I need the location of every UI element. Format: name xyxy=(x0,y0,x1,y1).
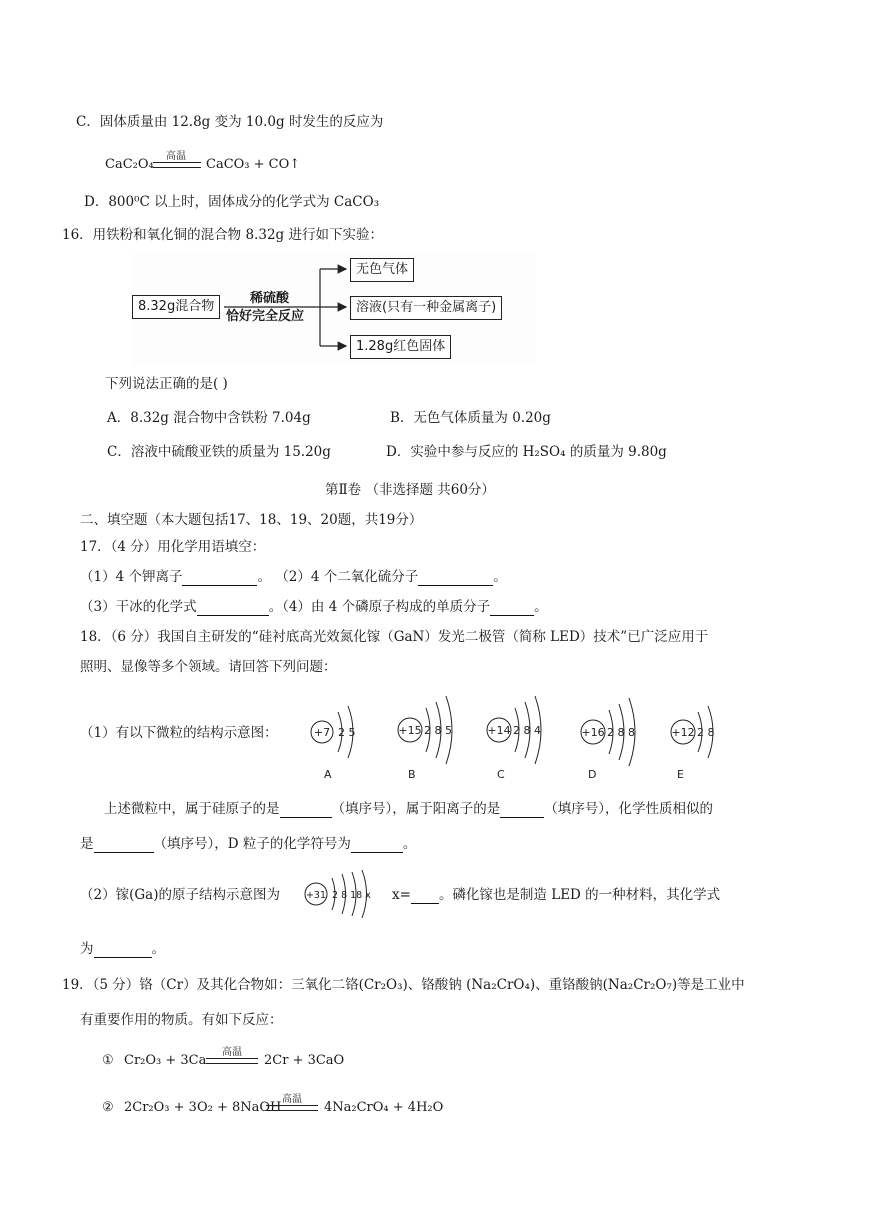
particle-b-label: B xyxy=(408,768,416,781)
q18-p3-text-a: 为 xyxy=(80,941,94,957)
q18-stem-line1: 18．（6 分）我国自主研发的“硅衬底高光效氮化镓（GaN）发光二极管（简称 LED）技术”已广泛应用于 xyxy=(80,629,709,645)
particle-a-label: A xyxy=(324,768,332,781)
ga-nucleus: +31 xyxy=(305,890,327,901)
q18-fill1-text-a: 上述微粒中，属于硅原子的是 xyxy=(104,801,280,817)
q15-eq-rhs: CaCO₃ + CO↑ xyxy=(206,157,301,172)
q16-option-d: D．实验中参与反应的 H₂SO₄ 的质量为 9.80g xyxy=(386,444,667,460)
particle-a-shells: 2 5 xyxy=(338,726,356,739)
q19-eq2-number: ② xyxy=(102,1100,114,1115)
section-two-heading: 二、填空题（本大题包括17、18、19、20题，共19分） xyxy=(80,512,423,528)
q16-option-b: B．无色气体质量为 0.20g xyxy=(390,410,551,426)
q19-eq2-arrow xyxy=(266,1105,318,1111)
flow-start-box: 8.32g混合物 xyxy=(132,295,220,319)
particle-c-shells: 2 8 4 xyxy=(513,724,541,737)
q18-fill2-text-a: 是 xyxy=(80,836,94,852)
q17-stem: 17．（4 分）用化学用语填空： xyxy=(80,539,266,555)
q19-stem-line2: 有重要作用的物质。有如下反应： xyxy=(80,1012,283,1028)
particle-e-shells: 2 8 xyxy=(697,726,715,739)
q17-item3: （3）干冰的化学式 xyxy=(80,599,197,615)
q15-eq-condition: 高温 xyxy=(166,151,186,162)
particle-e-nucleus: +12 xyxy=(671,726,695,739)
q18-fill2-text-c: 。 xyxy=(402,836,417,852)
q17-blank1[interactable] xyxy=(182,571,257,586)
particle-d-label: D xyxy=(588,768,597,781)
flow-arrows xyxy=(220,255,360,365)
flow-output-solid: 1.28g红色固体 xyxy=(350,335,451,359)
ga-shells: 2 8 18 x xyxy=(332,890,371,901)
q18-blank-x[interactable] xyxy=(411,889,439,904)
particle-b-diagram xyxy=(398,696,452,781)
q18-part1-prompt: （1）有以下微粒的结构示意图： xyxy=(80,725,278,741)
particle-c-nucleus: +14 xyxy=(487,724,511,737)
q15-option-c: C．固体质量由 12.8g 变为 10.0g 时发生的反应为 xyxy=(76,114,384,130)
q18-blank-gap-formula[interactable] xyxy=(94,943,152,958)
q18-p3-text-b: 。 xyxy=(151,941,165,957)
q17-period2: 。 xyxy=(534,599,548,615)
flow-output-gas: 无色气体 xyxy=(350,258,414,282)
q17-item1: （1）4 个钾离子 xyxy=(80,569,183,585)
part-two-title: 第Ⅱ卷 （非选择题 共60分） xyxy=(325,482,495,498)
q18-fill-line2 xyxy=(80,835,416,853)
q19-eq2-condition: 高温 xyxy=(282,1094,302,1105)
particle-c-diagram xyxy=(487,696,541,781)
q15-eq-lhs: CaC₂O₄ xyxy=(105,157,154,172)
q19-eq1-rhs: 2Cr + 3CaO xyxy=(264,1053,345,1068)
q17-line2 xyxy=(80,598,548,616)
particle-d-diagram xyxy=(581,698,635,781)
q18-x-label: x= xyxy=(392,887,411,903)
particle-d-shells: 2 8 8 xyxy=(607,726,635,739)
particle-a-diagram xyxy=(311,706,356,781)
particle-b-nucleus: +15 xyxy=(398,724,422,737)
q16-question: 下列说法正确的是( ) xyxy=(105,376,228,392)
q19-eq2-rhs: 4Na₂CrO₄ + 4H₂O xyxy=(324,1100,444,1115)
q18-blank-similar[interactable] xyxy=(94,838,154,853)
flow-reagent: 稀硫酸 xyxy=(250,291,290,306)
q18-fill-line1 xyxy=(104,800,713,818)
q17-period1: 。 xyxy=(493,569,507,585)
particle-a-nucleus: +7 xyxy=(313,726,331,739)
q19-eq1-number: ① xyxy=(102,1053,114,1068)
q19-eq2-lhs: 2Cr₂O₃ + 3O₂ + 8NaOH xyxy=(124,1100,282,1115)
q19-eq1-condition: 高温 xyxy=(222,1047,242,1058)
q18-part2-text: 。磷化镓也是制造 LED 的一种材料，其化学式 xyxy=(438,887,721,903)
q17-blank2[interactable] xyxy=(418,571,493,586)
q18-blank-d-symbol[interactable] xyxy=(351,838,403,853)
q18-stem-line2: 照明、显像等多个领域。请回答下列问题： xyxy=(80,659,337,675)
q18-part2-line2 xyxy=(80,940,165,958)
q15-eq-arrow xyxy=(153,162,201,168)
q15-option-d: D．800⁰C 以上时，固体成分的化学式为 CaCO₃ xyxy=(84,194,380,210)
q18-part2-prompt: （2）镓(Ga)的原子结构示意图为 xyxy=(80,887,280,903)
q18-blank-cation[interactable] xyxy=(500,803,544,818)
q18-fill1-text-b: （填序号），属于阳离子的是 xyxy=(331,801,501,817)
q17-item4: 。（4）由 4 个磷原子构成的单质分子 xyxy=(268,599,491,615)
q18-blank-silicon[interactable] xyxy=(280,803,332,818)
particle-d-nucleus: +16 xyxy=(581,726,605,739)
q18-fill1-text-c: （填序号），化学性质相似的 xyxy=(544,801,713,817)
particle-b-shells: 2 8 5 xyxy=(424,724,452,737)
flow-output-solution: 溶液(只有一种金属离子) xyxy=(350,296,502,320)
q19-eq1-lhs: Cr₂O₃ + 3Ca xyxy=(124,1053,207,1068)
q16-option-a: A．8.32g 混合物中含铁粉 7.04g xyxy=(107,410,311,426)
particle-e-label: E xyxy=(677,768,684,781)
q18-part2-rest xyxy=(392,886,720,904)
q17-blank3[interactable] xyxy=(197,601,269,616)
q18-fill2-text-b: （填序号），D 粒子的化学符号为 xyxy=(153,836,351,852)
q17-blank4[interactable] xyxy=(490,601,534,616)
q19-eq1-arrow xyxy=(206,1058,258,1064)
q16-option-c: C．溶液中硫酸亚铁的质量为 15.20g xyxy=(107,444,331,460)
flow-condition: 恰好完全反应 xyxy=(226,309,305,324)
particle-e-diagram xyxy=(671,706,715,781)
q16-stem: 16．用铁粉和氧化铜的混合物 8.32g 进行如下实验： xyxy=(62,227,383,243)
particle-c-label: C xyxy=(497,768,505,781)
q19-stem-line1: 19．（5 分）铬（Cr）及其化合物如：三氧化二铬(Cr₂O₃)、铬酸钠 (Na₂CrO₄)、重铬酸钠(Na₂Cr₂O₇)等是工业中 xyxy=(62,977,745,993)
particle-structure-diagrams xyxy=(300,690,740,790)
q17-item2: 。 （2）4 个二氧化硫分子 xyxy=(257,569,419,585)
ga-structure-diagram xyxy=(302,868,392,924)
q17-line1 xyxy=(80,568,507,586)
